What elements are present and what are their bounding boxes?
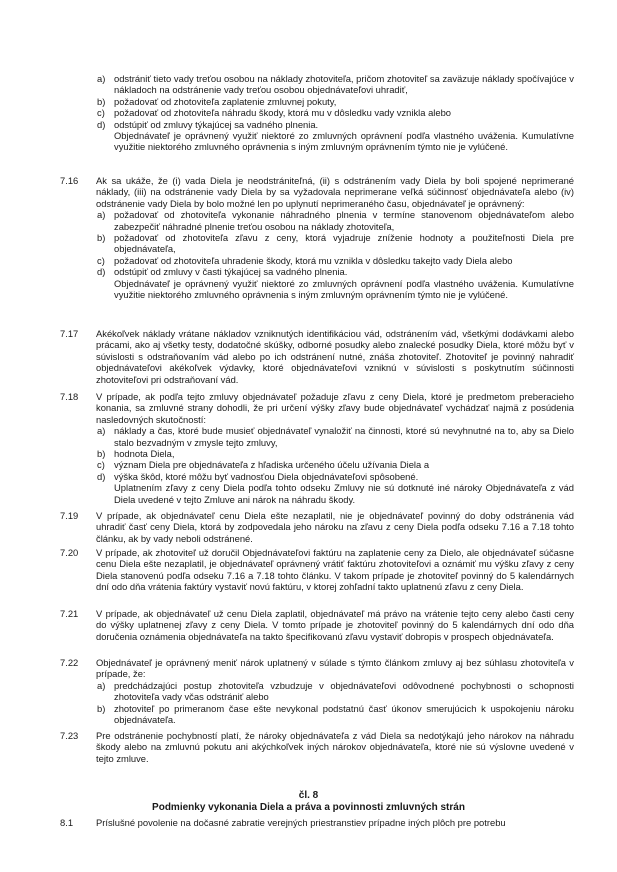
- section-number: 7.17: [60, 328, 79, 339]
- section-number: 7.19: [60, 510, 79, 521]
- list-item: a) náklady a čas, ktoré bude musieť objednávateľ vynaložiť na činnosti, ktoré sú nevyhnutné na to, aby sa Dielo stalo bezvadným v zmysle tejto zmluvy,: [97, 425, 574, 448]
- paragraph-note: Objednávateľ je oprávnený využiť niektoré zo zmluvných oprávnení podľa vlastného uváženia. Kumulatívne využitie niektorého zmluvného oprávnenia s iným zmluvným oprávnením týmto nie je vylúčené.: [114, 277, 574, 301]
- section-number: 8.1: [60, 817, 74, 828]
- list-item: a) predchádzajúci postup zhotoviteľa vzbudzuje v objednávateľovi odôvodnené pochybnosti o schopnosti zhotoviteľa vady včas odstrániť alebo: [97, 679, 574, 703]
- list-item: a) požadovať od zhotoviteľa vykonanie náhradného plnenia v termíne stanovenom objednávateľom alebo zabezpečiť náhradné plnenie treťou osobou na náklady zhotoviteľa,: [97, 209, 574, 232]
- list-item: c) význam Diela pre objednávateľa z hľadiska určeného účelu užívania Diela a: [97, 459, 430, 471]
- section-number: 7.20: [60, 547, 79, 558]
- section-number: 7.21: [60, 608, 79, 619]
- list-item: b) zhotoviteľ po primeranom čase ešte nevykonal podstatnú časť úkonov smerujúcich k uspokojeniu nároku objednávateľa.: [97, 702, 574, 726]
- section-text: Príslušné povolenie na dočasné zabratie verejných priestranstiev prípadne iných plôch pre potrebu: [96, 817, 506, 828]
- list-item: d) odstúpiť od zmluvy týkajúcej sa vadného plnenia.: [97, 118, 319, 130]
- section-number: 7.22: [60, 657, 79, 668]
- paragraph-note: Uplatnením zľavy z ceny Diela podľa tohto odseku Zmluvy nie sú dotknuté iné nároky Objednávateľa z vád Diela uvedené v tejto Zmluve ani nárok na náhradu škody.: [114, 482, 574, 505]
- section-number: 7.18: [60, 391, 79, 402]
- section-text: Akékoľvek náklady vrátane nákladov vzniknutých identifikáciou vád, odstránením vád, všetkými dodávkami alebo prácami, ako aj všetky testy, dodatočné skúšky, odborné posudky alebo znalecké posudky Diela, ktoré môžu byť v súvislosti s odstraňovaním vád alebo po ich odstránení nutné, znáša zhotoviteľ. Zhotoviteľ je povinný nahradiť objednávateľovi akékoľvek výdavky, ktoré objednávateľovi vzniknú v súvislosti s poskytnutím súčinnosti zhotoviteľovi pri odstraňovaní vád.: [96, 328, 574, 385]
- list-item: c) požadovať od zhotoviteľa náhradu škody, ktorá mu v dôsledku vady vznikla alebo: [97, 107, 452, 119]
- section-text: Ak sa ukáže, že (i) vada Diela je neodstrániteľná, (ii) s odstránením vady Diela by boli spojené neprimerané náklady, (iii) na odstránenie vady Diela by sa vyžadovala neprimerane veľká súčinnosť objednávateľa alebo (iv) odstránenie vady Diela by bolo možné len po uplynutí neprimeraného času, objednávateľ je oprávnený:: [96, 175, 574, 209]
- list-item: d) odstúpiť od zmluvy v časti týkajúcej sa vadného plnenia.: [97, 266, 348, 278]
- list-item: b) požadovať od zhotoviteľa zľavu z ceny, ktorá vyjadruje zníženie hodnoty a použiteľnosti Diela pre objednávateľa,: [97, 232, 574, 255]
- list-item: b) hodnota Diela,: [97, 448, 175, 460]
- list-item: c) požadovať od zhotoviteľa uhradenie škody, ktorá mu vznikla v dôsledku takejto vady Diela alebo: [97, 254, 513, 266]
- list-item: b) požadovať od zhotoviteľa zaplatenie zmluvnej pokuty,: [97, 95, 337, 107]
- section-text: V prípade, ak objednávateľ už cenu Diela zaplatil, objednávateľ má právo na vrátenie tejto ceny alebo časti ceny do výšky uplatnenej zľavy z ceny Diela. V tomto prípade je zhotoviteľ povinný do 5 kalendárnych dní odo dňa doručenia oznámenia objednávateľa na takto špecifikovanú zľavu vystaviť dobropis v prospech objednávateľa.: [96, 608, 574, 642]
- section-text: Pre odstránenie pochybností platí, že nároky objednávateľa z vád Diela sa nedotýkajú jeho nárokov na náhradu škody alebo na zmluvnú pokutu ani akýchkoľvek iných nárokov objednávateľa, ktoré nie sú výslovne uvedené v tejto zmluve.: [96, 730, 574, 764]
- chapter-title: Podmienky vykonania Diela a práva a povinnosti zmluvných strán: [152, 802, 465, 813]
- section-text: V prípade, ak podľa tejto zmluvy objednávateľ požaduje zľavu z ceny Diela, ktoré je predmetom preberacieho konania, sa zmluvné strany dohodli, že pri určení výšky zľavy bude objednávateľ vychádzať najmä z posúdenia nasledovných skutočností:: [96, 391, 574, 425]
- section-text: V prípade, ak zhotoviteľ už doručil Objednávateľovi faktúru na zaplatenie ceny za Dielo, ale objednávateľ súčasne cenu Diela ešte nezaplatil, je objednávateľ oprávnený vrátiť faktúru zhotoviteľovi a oznámiť mu výšku zľavy z ceny Diela stanovenú podľa odseku 7.16 a 7.18 tohto článku. V takom prípade je zhotoviteľ povinný do 5 kalendárnych dní odo dňa vrátenia faktúry vystaviť novú faktúru, v ktorej zohľadní takto uplatnenú zľavu z ceny Diela.: [96, 547, 574, 593]
- chapter-number: čl. 8: [298, 790, 319, 801]
- section-number: 7.16: [60, 175, 79, 186]
- section-text: V prípade, ak objednávateľ cenu Diela ešte nezaplatil, nie je objednávateľ povinný do doby odstránenia vád uhradiť časť ceny Diela, ktorá by zodpovedala jeho nároku na zľavu z ceny Diela podľa odseku 7.16 a 7.18 tohto článku, ak by vady neboli odstránené.: [96, 510, 574, 544]
- list-item: a) odstrániť tieto vady treťou osobou na náklady zhotoviteľa, pričom zhotoviteľ sa zaväzuje náklady spočívajúce v nákladoch na odstránenie vady treťou osobou objednávateľovi uhradiť,: [97, 73, 574, 96]
- section-text: Objednávateľ je oprávnený meniť nárok uplatnený v súlade s týmto článkom zmluvy aj bez súhlasu zhotoviteľa v prípade, že:: [96, 657, 574, 680]
- section-number: 7.23: [60, 730, 79, 741]
- list-item: d) výška škôd, ktoré môžu byť vadnosťou Diela objednávateľovi spôsobené.: [97, 470, 419, 482]
- paragraph-note: Objednávateľ je oprávnený využiť niektoré zo zmluvných oprávnení podľa vlastného uváženia. Kumulatívne využitie niektorého zmluvného oprávnenia s iným zmluvným oprávnením týmto nie je vylúčené.: [114, 130, 574, 153]
